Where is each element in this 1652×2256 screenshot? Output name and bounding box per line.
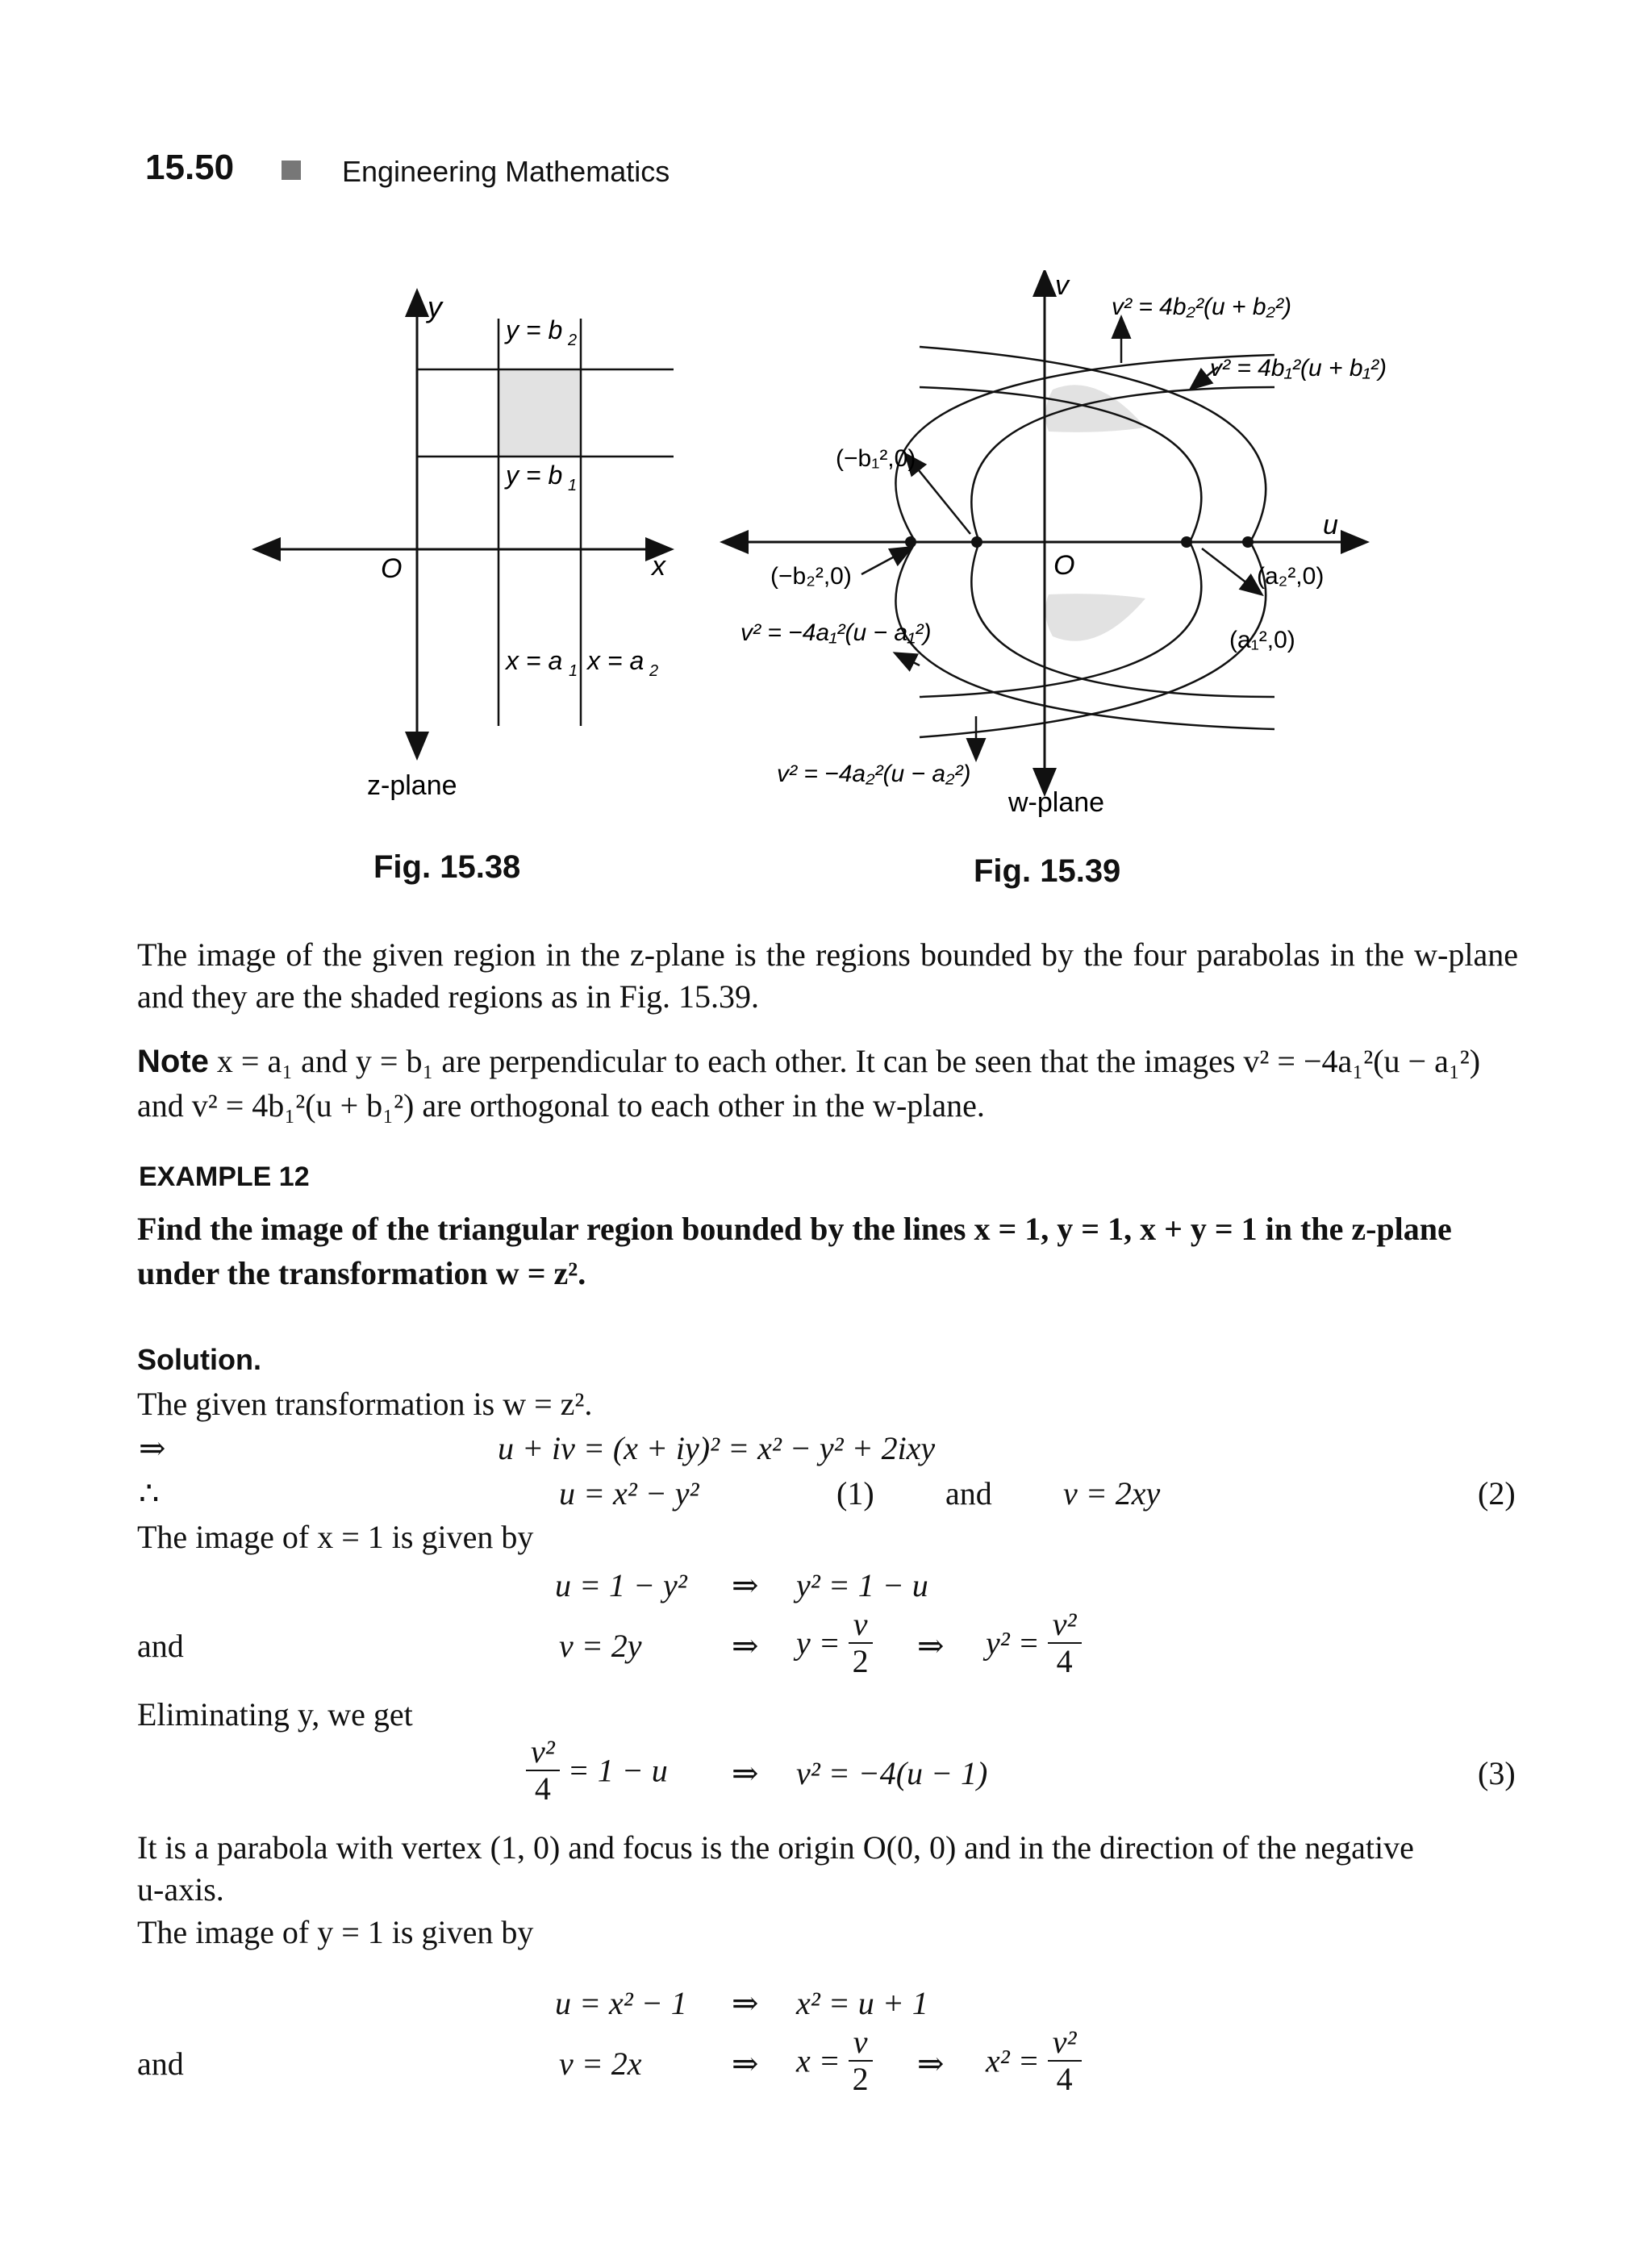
shaded-rectangle <box>499 369 581 457</box>
label-x-a1: x = a <box>506 646 563 675</box>
equation-x-frac <box>796 2025 873 2097</box>
figure-15-38 <box>242 278 694 811</box>
equals-1-minus-u: = 1 − u <box>567 1752 668 1789</box>
example-heading: EXAMPLE 12 <box>139 1161 310 1192</box>
equation-v2-over-4 <box>526 1734 668 1807</box>
equation-u-x2: u = x² − 1 <box>555 1985 687 2021</box>
paragraph-image-region: The image of the given region in the z-plane is the regions bounded by the four parabolas in the w-plane and they are the shaded regions as in Fig. 15.39. <box>137 936 1518 1015</box>
equation-v-2y: v = 2y <box>559 1628 642 1664</box>
image-of-y1: The image of y = 1 is given by <box>137 1914 534 1950</box>
y2-equals: y² = <box>986 1624 1040 1662</box>
y-equals: y = <box>796 1624 841 1662</box>
equation-y2: y² = 1 − u <box>796 1567 928 1603</box>
example-line-1: Find the image of the triangular region bounded by the lines x = 1, y = 1, x + y = 1 in the z-plane <box>137 1211 1452 1247</box>
fig38-caption: Fig. 15.38 <box>373 849 521 885</box>
equation-3: v² = −4(u − 1) <box>796 1755 988 1791</box>
implies-symbol-2: ⇒ <box>732 1567 759 1603</box>
point-a1: (a₁²,0) <box>1229 627 1295 653</box>
eliminating-y: Eliminating y, we get <box>137 1696 413 1733</box>
implies-symbol-1: ⇒ <box>139 1430 166 1466</box>
axis-x-label: x <box>652 551 665 582</box>
equation-v-2x: v = 2x <box>559 2045 642 2082</box>
axis-y-label: y <box>428 290 442 323</box>
denominator-2-b: 2 <box>852 2061 869 2097</box>
point-neg-b1: (−b₁²,0) <box>836 445 916 472</box>
numerator-v: v <box>849 1607 873 1644</box>
implies-symbol-7: ⇒ <box>732 2045 759 2082</box>
label-b1-parabola: v² = 4b₁²(u + b₁²) <box>1210 355 1387 382</box>
label-x-a2: x = a <box>587 646 645 675</box>
equation-number-2: (2) <box>1478 1475 1516 1512</box>
and-label-1: and <box>137 1628 184 1664</box>
parabola-description-2: u-axis. <box>137 1871 224 1908</box>
equation-v: v = 2xy <box>1063 1475 1161 1512</box>
equation-u-1-y2: u = 1 − y² <box>555 1567 687 1603</box>
axis-v-label: v <box>1055 270 1069 301</box>
x2-equals: x² = <box>986 2042 1040 2079</box>
header-square-icon <box>282 161 301 180</box>
implies-symbol-5: ⇒ <box>732 1755 759 1791</box>
page-number: 15.50 <box>145 148 235 187</box>
label-a2-parabola: v² = −4a₂²(u − a₂²) <box>777 761 971 787</box>
equation-y-frac <box>796 1607 873 1679</box>
solution-line-1: The given transformation is w = z². <box>137 1386 593 1422</box>
denominator-4-b: 4 <box>534 1770 551 1807</box>
label-y-b1: y = b <box>506 461 563 490</box>
label-x-a1-sub: 1 <box>569 662 578 680</box>
denominator-4: 4 <box>1056 1643 1073 1679</box>
fraction-v-2-b <box>849 2025 873 2097</box>
label-y-b2-sub: 2 <box>568 332 578 349</box>
x-equals: x = <box>796 2042 841 2079</box>
equation-number-1: (1) <box>836 1475 874 1512</box>
image-of-x1: The image of x = 1 is given by <box>137 1519 534 1555</box>
fraction-v2-4-c <box>1048 2025 1082 2097</box>
equation-uiv: u + iv = (x + iy)² = x² − y² + 2ixy <box>498 1430 936 1466</box>
origin-label-w: O <box>1053 550 1075 581</box>
fraction-v2-4 <box>1048 1607 1082 1679</box>
equation-x2-frac <box>986 2025 1082 2097</box>
fraction-v-2 <box>849 1607 873 1679</box>
book-title: Engineering Mathematics <box>342 155 670 188</box>
and-word: and <box>945 1475 992 1512</box>
parabola-description-1: It is a parabola with vertex (1, 0) and focus is the origin O(0, 0) and in the direction of the negative <box>137 1829 1414 1866</box>
point-a2: (a₂²,0) <box>1257 563 1325 590</box>
equation-y2-frac <box>986 1607 1082 1679</box>
note-line-1 <box>137 1040 1525 1082</box>
implies-symbol-4: ⇒ <box>917 1628 945 1664</box>
z-plane-label: z-plane <box>367 770 457 801</box>
numerator-v-b: v <box>849 2025 873 2062</box>
note-label: Note <box>137 1044 209 1079</box>
note-line-2: and v² = 4b₁²(u + b₁²) are orthogonal to each other in the w-plane. <box>137 1087 985 1124</box>
label-a1-parabola: v² = −4a₁²(u − a₁²) <box>740 619 932 646</box>
fig39-caption: Fig. 15.39 <box>974 853 1121 889</box>
point-neg-b2: (−b₂²,0) <box>770 563 852 590</box>
figure-15-39 <box>718 270 1428 835</box>
denominator-4-c: 4 <box>1056 2061 1073 2097</box>
and-label-2: and <box>137 2045 184 2082</box>
axis-u-label: u <box>1323 510 1338 540</box>
numerator-v2-b: v² <box>526 1734 560 1771</box>
label-b2-parabola: v² = 4b₂²(u + b₂²) <box>1112 294 1291 320</box>
w-plane-label: w-plane <box>1008 787 1105 818</box>
equation-number-3: (3) <box>1478 1755 1516 1791</box>
implies-symbol-8: ⇒ <box>917 2045 945 2082</box>
implies-symbol-3: ⇒ <box>732 1628 759 1664</box>
shaded-region-bottom <box>1045 594 1145 641</box>
implies-symbol-6: ⇒ <box>732 1985 759 2021</box>
solution-heading: Solution. <box>137 1343 261 1376</box>
denominator-2: 2 <box>852 1643 869 1679</box>
example-line-2: under the transformation w = z². <box>137 1255 586 1291</box>
equation-u: u = x² − y² <box>559 1475 699 1512</box>
therefore-symbol: ∴ <box>139 1475 160 1512</box>
label-y-b2: y = b <box>506 315 563 344</box>
origin-label: O <box>381 553 403 584</box>
numerator-v2: v² <box>1048 1607 1082 1644</box>
note-text-1: x = a₁ and y = b₁ are perpendicular to each other. It can be seen that the images v² = −4a₁²(u − a₁²) <box>216 1043 1481 1079</box>
equation-x2: x² = u + 1 <box>796 1985 928 2021</box>
label-y-b1-sub: 1 <box>568 477 578 494</box>
label-x-a2-sub: 2 <box>649 662 659 680</box>
fraction-v2-4-b <box>526 1734 560 1807</box>
numerator-v2-c: v² <box>1048 2025 1082 2062</box>
